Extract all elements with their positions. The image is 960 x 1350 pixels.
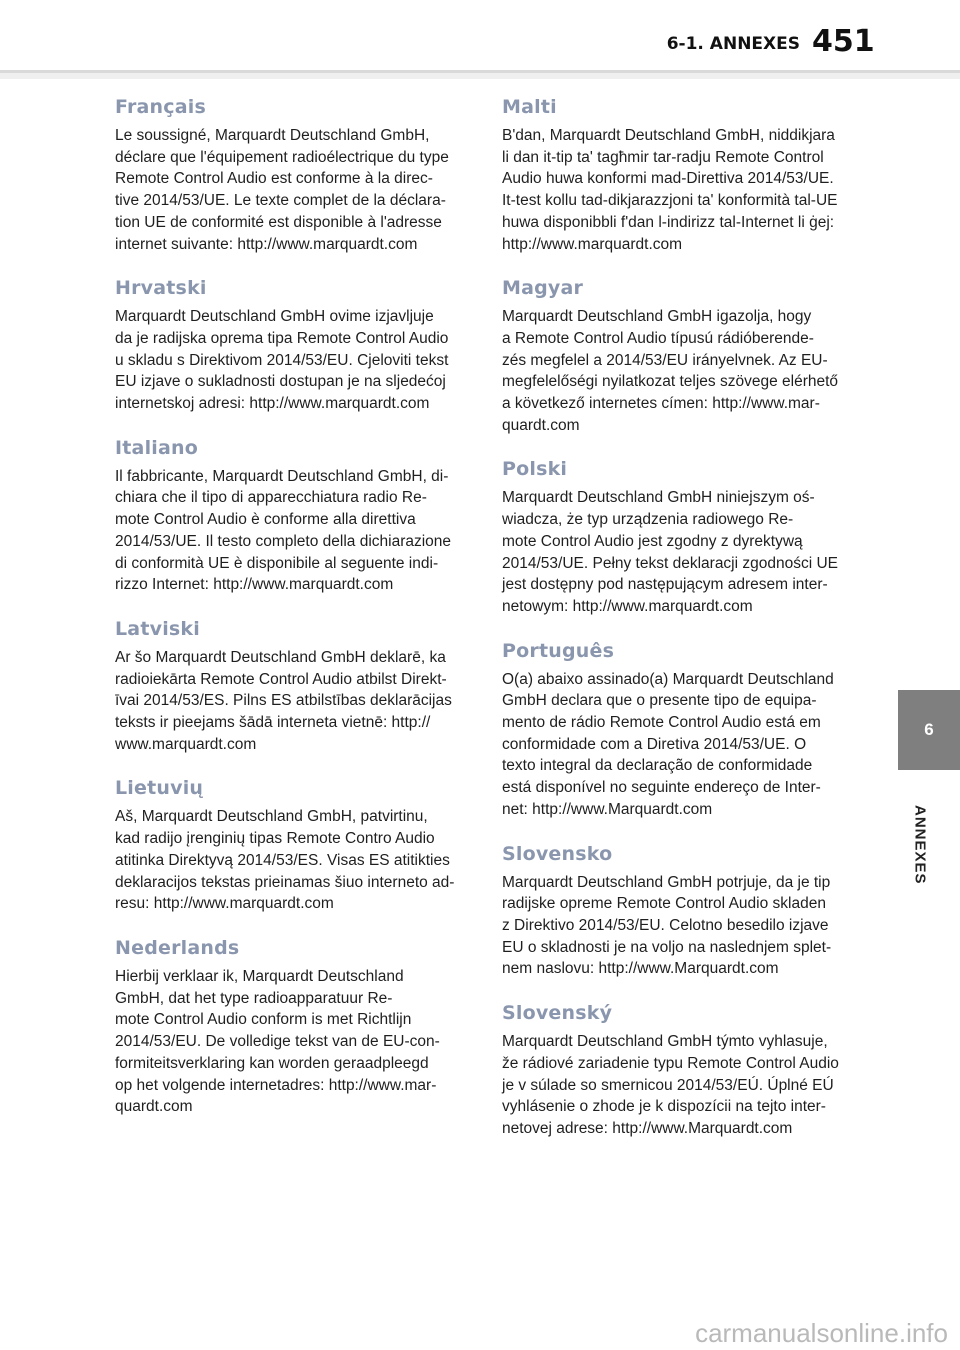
section-body: Marquardt Deutschland GmbH ovime izjavljuje da je radijska oprema tipa Remote Control Audio u skladu s Direktivom 2014/53/EU. Cjeloviti tekst EU izjave o sukladnosti dostupan je na sljedećoj internetskoj adresi: http://www.marquardt.com (115, 308, 449, 413)
section-body: O(a) abaixo assinado(a) Marquardt Deutschland GmbH declara que o presente tipo de equipa- mento de rádio Remote Control Audio está em conformidade com a Diretiva 2014/53/UE. O texto integral da declaração de conformidade está disponível no seguinte endereço de Inter- net: http://www.Marquardt.com (502, 670, 834, 818)
section-body: Marquardt Deutschland GmbH niniejszym oś- wiadcza, że typ urządzenia radiowego Re- mote Control Audio jest zgodny z dyrektywą 2014/53/UE. Pełny tekst deklaracji zgodności UE jest dostępny pod następującym adresem inter- netowym: http://www.marquardt.com (502, 489, 839, 615)
section-heading: Malti (502, 96, 557, 118)
chapter-label: ANNEXES (911, 805, 929, 885)
page-number: 451 (812, 24, 875, 59)
section-heading: Português (502, 639, 615, 662)
section-body: Hierbij verklaar ik, Marquardt Deutschland GmbH, dat het type radioapparatuur Re- mote Control Audio conform is met Richtlijn 2014/53/EU. De volledige tekst van de EU-con- formiteitsverklaring kan worden geraadpleegd op het volgende internetadres: http://www.mar- quardt.com (115, 967, 440, 1116)
section-malti (502, 96, 858, 255)
section-hrvatski (115, 277, 465, 415)
watermark: carmanualsonline.info (695, 1318, 948, 1348)
section-heading: Italiano (115, 436, 198, 459)
section-slovensko (502, 843, 858, 981)
section-heading: Hrvatski (115, 277, 207, 300)
section-body: Marquardt Deutschland GmbH igazolja, hogy a Remote Control Audio típusú rádióberende- zés megfelel a 2014/53/EU irányelvnek. Az EU- megfelelőségi nyilatkozat teljes szövege elérhető a következő internetes címen: http://www.mar- quardt.com (502, 308, 839, 434)
section-nederlands (115, 937, 465, 1118)
section-heading: Magyar (502, 277, 584, 300)
section-francais (115, 96, 465, 255)
right-column (502, 96, 858, 1162)
section-latviski (115, 618, 465, 756)
section-lietuviu (115, 777, 465, 915)
section-heading: Slovenský (502, 1002, 613, 1025)
section-heading: Polski (502, 458, 568, 481)
section-heading: Slovensko (502, 842, 613, 865)
left-column (115, 96, 465, 1140)
section-heading: Lietuvių (115, 777, 204, 800)
section-magyar (502, 277, 858, 436)
section-heading: Latviski (115, 617, 200, 640)
section-polski (502, 458, 858, 617)
header-rule (0, 70, 960, 79)
section-portugues (502, 640, 858, 821)
section-heading: Nederlands (115, 936, 240, 959)
section-body: Ar šo Marquardt Deutschland GmbH deklarē, ka radioiekārta Remote Control Audio atbilst Direkt- īvai 2014/53/ES. Pilns ES atbilstības deklarācijas teksts ir pieejams šādā interneta vietnē: http:// www.marquardt.com (115, 648, 452, 753)
section-body: Aš, Marquardt Deutschland GmbH, patvirtinu, kad radijo įrenginių tipas Remote Contro Audio atitinka Direktyvą 2014/53/ES. Visas ES atitikties deklaracijos tekstas prieinamas šiuo interneto ad- resu: http://www.marquardt.com (115, 808, 455, 913)
chapter-tab: 6 (898, 690, 960, 770)
section-italiano (115, 437, 465, 596)
section-slovensky (502, 1002, 858, 1140)
section-body: Le soussigné, Marquardt Deutschland GmbH, déclare que l'équipement radioélectrique du type Remote Control Audio est conforme à la direc- tive 2014/53/UE. Le texte complet de la déclara- tion UE de conformité est disponible à l'adresse internet suivante: http://www.marquardt.com (115, 127, 449, 253)
section-title: 6-1. ANNEXES (666, 34, 800, 54)
section-body: B'dan, Marquardt Deutschland GmbH, niddikjara li dan it-tip ta' tagħmir tar-radju Remote Control Audio huwa konformi mad-Direttiva 2014/53/UE. It-test kollu tad-dikjarazzjoni ta' konformità tal-UE huwa disponibbli f'dan l-indirizz tal-Internet li ġej: http://www.marquardt.com (502, 127, 838, 253)
section-heading: Français (115, 96, 206, 118)
section-body: Il fabbricante, Marquardt Deutschland GmbH, di- chiara che il tipo di apparecchiatura radio Re- mote Control Audio è conforme alla direttiva 2014/53/UE. Il testo completo della dichiarazione di conformità UE è disponibile al seguente indi- rizzo Internet: http://www.marquardt.com (115, 467, 452, 594)
section-body: Marquardt Deutschland GmbH potrjuje, da je tip radijske opreme Remote Control Audio skladen z Direktivo 2014/53/EU. Celotno besedilo izjave EU o skladnosti je na voljo na naslednjem splet- nem naslovu: http://www.Marquardt.com (502, 873, 832, 978)
section-body: Marquardt Deutschland GmbH týmto vyhlasuje, že rádiové zariadenie typu Remote Control Audio je v súlade so smernicou 2014/53/EÚ. Úplné EÚ vyhlásenie o zhode je k dispozícii na tejto inter- netovej adrese: http://www.Marquardt.com (502, 1033, 839, 1137)
